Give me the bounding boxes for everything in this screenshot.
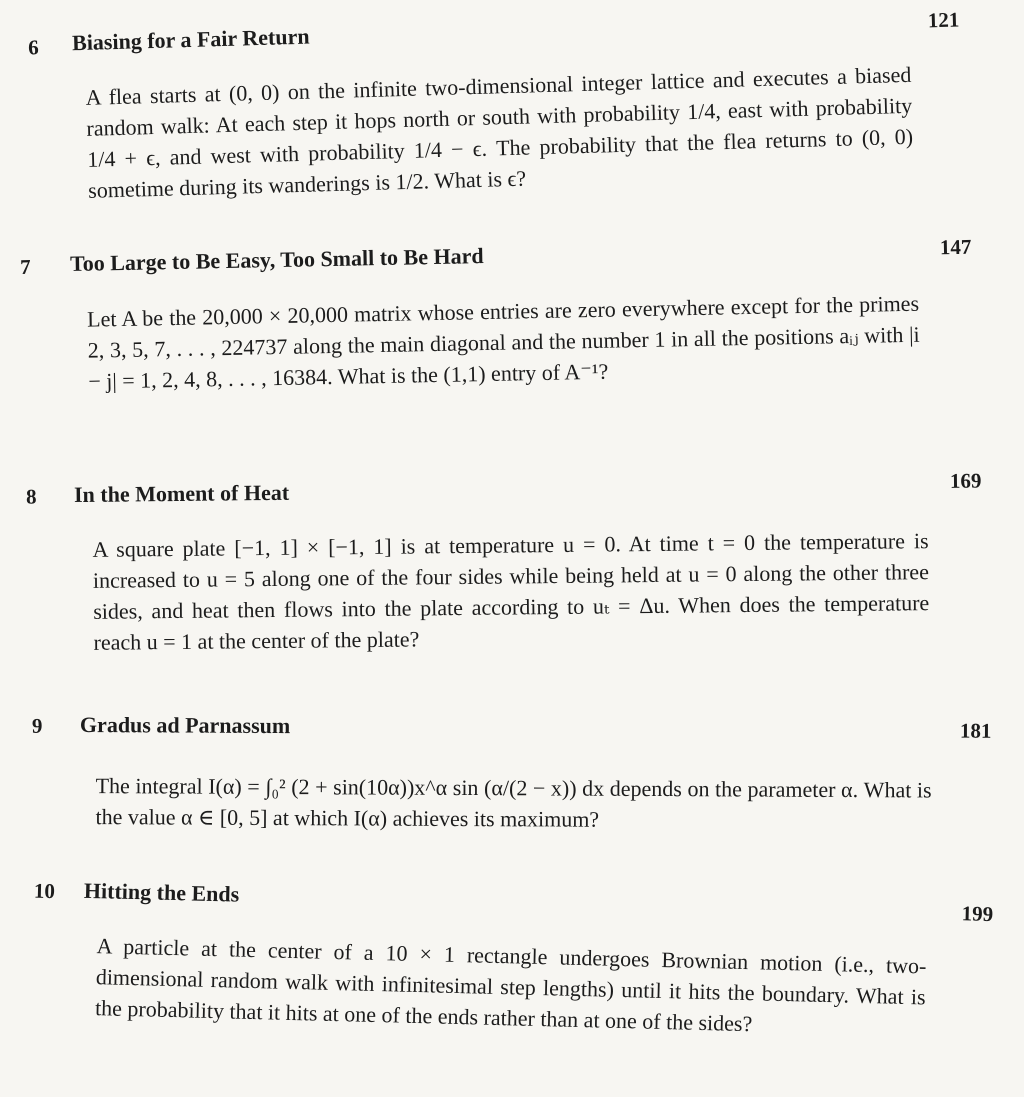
problem-text: The integral I(α) = ∫₀² (2 + sin(10α))x^α sin (α/(2 − x)) dx depends on the parameter α. What is the value α ∈ [0, 5] at which I(α) achieves its maximum?: [95, 773, 932, 832]
problem-title: Gradus ad Parnassum: [79, 712, 291, 739]
problem-number: 8: [25, 484, 37, 509]
problem-title: Hitting the Ends: [83, 877, 240, 907]
problem-text: A flea starts at (0, 0) on the infinite two-dimensional integer lattice and executes a biased random walk: At each step it hops north or south with probability 1/4, east with probability 1/4 + ϵ, and west with probability 1/4 − ϵ. The probability that the flea returns to (0, 0) sometime during its wanderings is 1/2. What is ϵ?: [85, 61, 914, 203]
page-number: 199: [961, 901, 994, 927]
problem-number: 7: [19, 254, 31, 279]
problem-title: In the Moment of Heat: [73, 479, 290, 508]
problem-text: A particle at the center of a 10 × 1 rectangle undergoes Brownian motion (i.e., two-dimensional random walk with infinitesimal step lengths) until it hits the boundary. What is the probability that it hits at one of the ends rather than at one of the sides?: [94, 933, 927, 1037]
page-number: 169: [949, 468, 982, 493]
problem-number: 9: [31, 713, 43, 738]
problem-title: Too Large to Be Easy, Too Small to Be Hard: [69, 243, 484, 276]
page-number: 181: [959, 718, 992, 743]
problem-title: Biasing for a Fair Return: [71, 23, 310, 56]
problem-number: 10: [33, 878, 56, 904]
problem-text: A square plate [−1, 1] × [−1, 1] is at temperature u = 0. At time t = 0 the temperature is increased to u = 5 along one of the four sides while being held at u = 0 along the other three sides, and heat then flows into the plate according to uₜ = Δu. When does the temperature reach u = 1 at the center of the plate?: [92, 528, 930, 655]
problem-number: 6: [27, 35, 40, 60]
page-number: 121: [927, 7, 960, 33]
page-number: 147: [939, 234, 972, 260]
problem-text: Let A be the 20,000 × 20,000 matrix whose entries are zero everywhere except for the primes 2, 3, 5, 7, . . . , 224737 along the main diagonal and the number 1 in all the positions aᵢⱼ with |i − j| = 1, 2, 4, 8, . . . , 16384. What is the (1,1) entry of A⁻¹?: [86, 290, 920, 394]
